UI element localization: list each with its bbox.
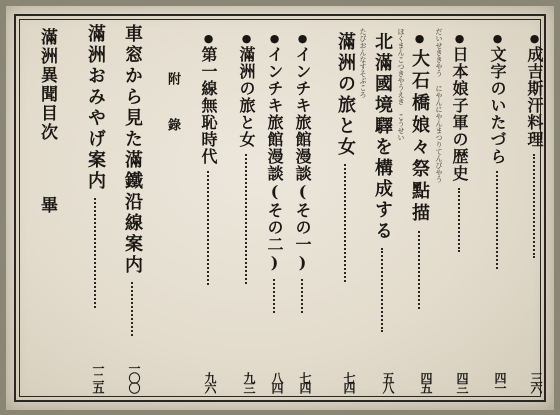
leader-dots	[301, 279, 303, 313]
toc-title: 大石橋娘々祭點描	[409, 49, 430, 225]
toc-entry-inchiki2	[260, 32, 286, 372]
leader-dots	[94, 198, 96, 308]
toc-entry-oishi	[406, 32, 432, 372]
toc-entry-hokuman	[369, 32, 395, 372]
page-number: 七四	[342, 372, 356, 392]
leader-dots	[131, 282, 133, 336]
leader-dots	[245, 154, 247, 284]
page-number: 九六	[203, 372, 217, 392]
toc-entry-inchiki1	[288, 32, 314, 372]
page-number: 四五	[419, 372, 433, 392]
page-number: 一二五	[91, 362, 105, 392]
end-mark: 畢	[37, 196, 57, 215]
bullet-icon: ●	[528, 32, 541, 46]
toc-title: 滿洲おみやげ案内	[85, 24, 106, 192]
ruby-text: だいせききやう にやんにやんまつりてんびやう	[435, 28, 443, 183]
book-page	[6, 6, 554, 410]
page-number: 三六	[529, 372, 543, 392]
toc-entry-chingis	[520, 32, 546, 372]
leader-dots	[273, 279, 275, 313]
leader-dots	[207, 171, 209, 285]
page-number: 九三	[242, 372, 256, 392]
bullet-icon: ●	[268, 32, 281, 46]
leader-dots	[496, 171, 498, 269]
ruby-text: ほくまんこつきやうえき こうせい	[397, 28, 405, 141]
toc-entry-moji	[483, 32, 509, 372]
leader-dots	[533, 154, 535, 258]
toc-title: 成吉斯汗料理	[525, 46, 544, 148]
toc-title: 車窓から見た滿鐵沿線案内	[122, 24, 143, 276]
page-number: 四三	[455, 372, 469, 392]
appendix-label: 附 錄	[165, 72, 180, 141]
leader-dots	[344, 164, 346, 282]
leader-dots	[381, 248, 383, 332]
page-number: 一〇〇	[127, 362, 141, 392]
bullet-icon: ●	[453, 32, 466, 46]
leader-dots	[458, 188, 460, 252]
toc-title: 第一線無恥時代	[199, 46, 218, 165]
book-title: 滿洲異聞目次	[37, 28, 57, 142]
toc-title: インチキ旅館漫談(その一)	[293, 46, 312, 273]
toc-title: 北滿國境驛を構成する	[372, 32, 393, 242]
bullet-icon: ●	[491, 32, 504, 46]
page-number: 七四	[298, 372, 312, 392]
toc-title: 滿洲の旅と女	[237, 46, 256, 148]
toc-entry-daiichi	[194, 32, 220, 372]
bullet-icon: ●	[296, 32, 309, 46]
leader-dots	[418, 231, 420, 309]
toc-entry-tabi2	[232, 32, 258, 372]
bullet-icon: ●	[240, 32, 253, 46]
page-number: 四一	[493, 372, 507, 392]
ruby-text: たびおんなすそぶころ	[359, 28, 367, 98]
page-number: 五八	[381, 372, 395, 392]
toc-entry-tabi1	[332, 32, 358, 372]
toc-entry-nihon	[445, 32, 471, 372]
bullet-icon: ●	[413, 32, 426, 49]
toc-title: 文字のいたづら	[488, 46, 507, 165]
appendix-entry-shaso	[119, 24, 145, 364]
bullet-icon: ●	[202, 32, 215, 46]
toc-title: 滿洲の旅と女	[335, 32, 356, 158]
toc-title: 日本娘子軍の歴史	[450, 46, 469, 182]
page-number: 八四	[270, 372, 284, 392]
toc-title: インチキ旅館漫談(その二)	[265, 46, 284, 273]
appendix-entry-omiyage	[82, 24, 108, 364]
